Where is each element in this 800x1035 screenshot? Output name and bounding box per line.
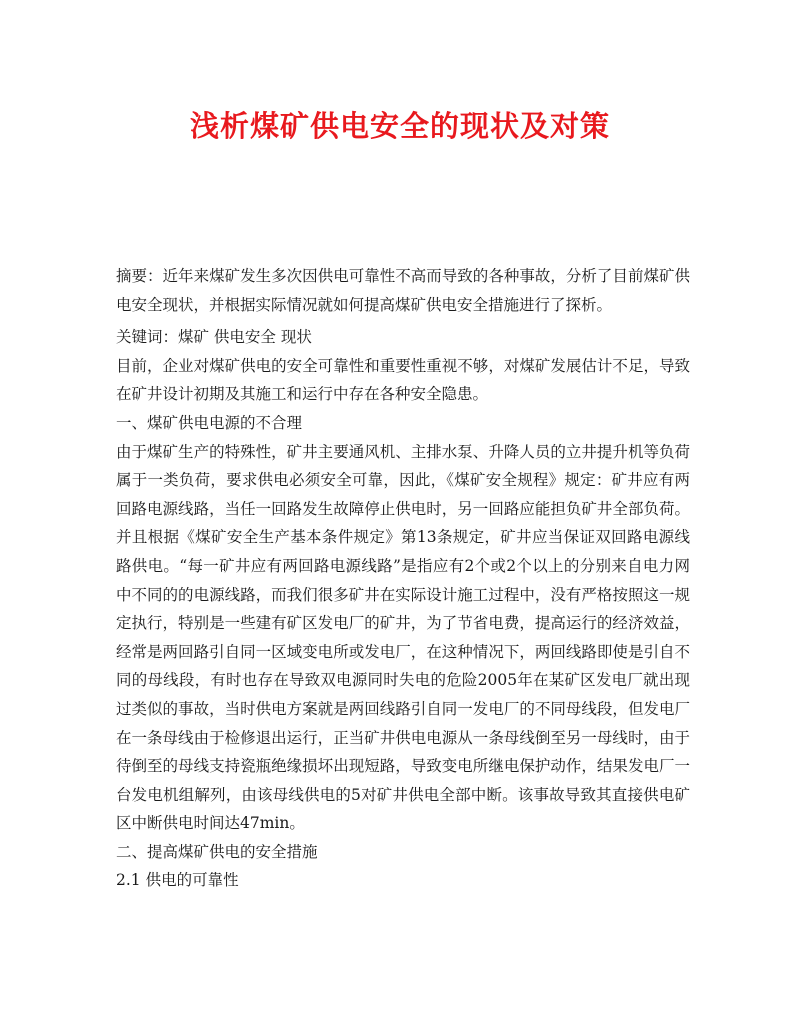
section-heading-1: 一、煤矿供电电源的不合理 <box>116 413 303 432</box>
keywords-line: 关键词：煤矿 供电安全 现状 <box>116 328 312 347</box>
section-1-body: 由于煤矿生产的特殊性，矿井主要通风机、主排水泵、升降人员的立井提升机等负荷属于一类负荷，要求供电必须安全可靠，因此，《煤矿安全规程》规定：矿井应有两回路电源线路，当任一回路发生故障停止供电时，另一回路应能担负矿井全部负荷。并且根据《煤矿安全生产基本条件规定》第13条规定，矿井应当保证双回路电源线路供电。“每一矿井应有两回路电源线路”是指应有2个或2个以上的分别来自电力网中不同的的电源线路，而我们很多矿井在实际设计施工过程中，没有严格按照这一规定执行，特别是一些建有矿区发电厂的矿井，为了节省电费，提高运行的经济效益，经常是两回路引自同一区域变电所或发电厂，在这种情况下，两回线路即使是引自不同的母线段，有时也存在导致双电源同时失电的危险2005年在某矿区发电厂就出现过类似的事故，当时供电方案就是两回线路引自同一发电厂的不同母线段，但发电厂在一条母线由于检修退出运行，正当矿井供电电源从一条母线倒至另一母线时，由于待倒至的母线支持瓷瓶绝缘损坏出现短路，导致变电所继电保护动作，结果发电厂一台发电机组解列，由该母线供电的5对矿井供电全部中断。该事故导致其直接供电矿区中断供电时间达47min。 <box>116 442 690 833</box>
abstract-paragraph: 摘要：近年来煤矿发生多次因供电可靠性不高而导致的各种事故，分析了目前煤矿供电安全现状，并根据实际情况就如何提高煤矿供电安全措施进行了探析。 <box>116 267 690 314</box>
document-title: 浅析煤矿供电安全的现状及对策 <box>189 109 610 143</box>
intro-paragraph: 目前，企业对煤矿供电的安全可靠性和重要性重视不够，对煤矿发展估计不足，导致在矿井设计初期及其施工和运行中存在各种安全隐患。 <box>116 356 690 404</box>
subsection-heading-2-1: 2.1 供电的可靠性 <box>116 871 239 890</box>
document-body <box>116 262 690 895</box>
section-heading-2: 二、提高煤矿供电的安全措施 <box>116 842 318 861</box>
